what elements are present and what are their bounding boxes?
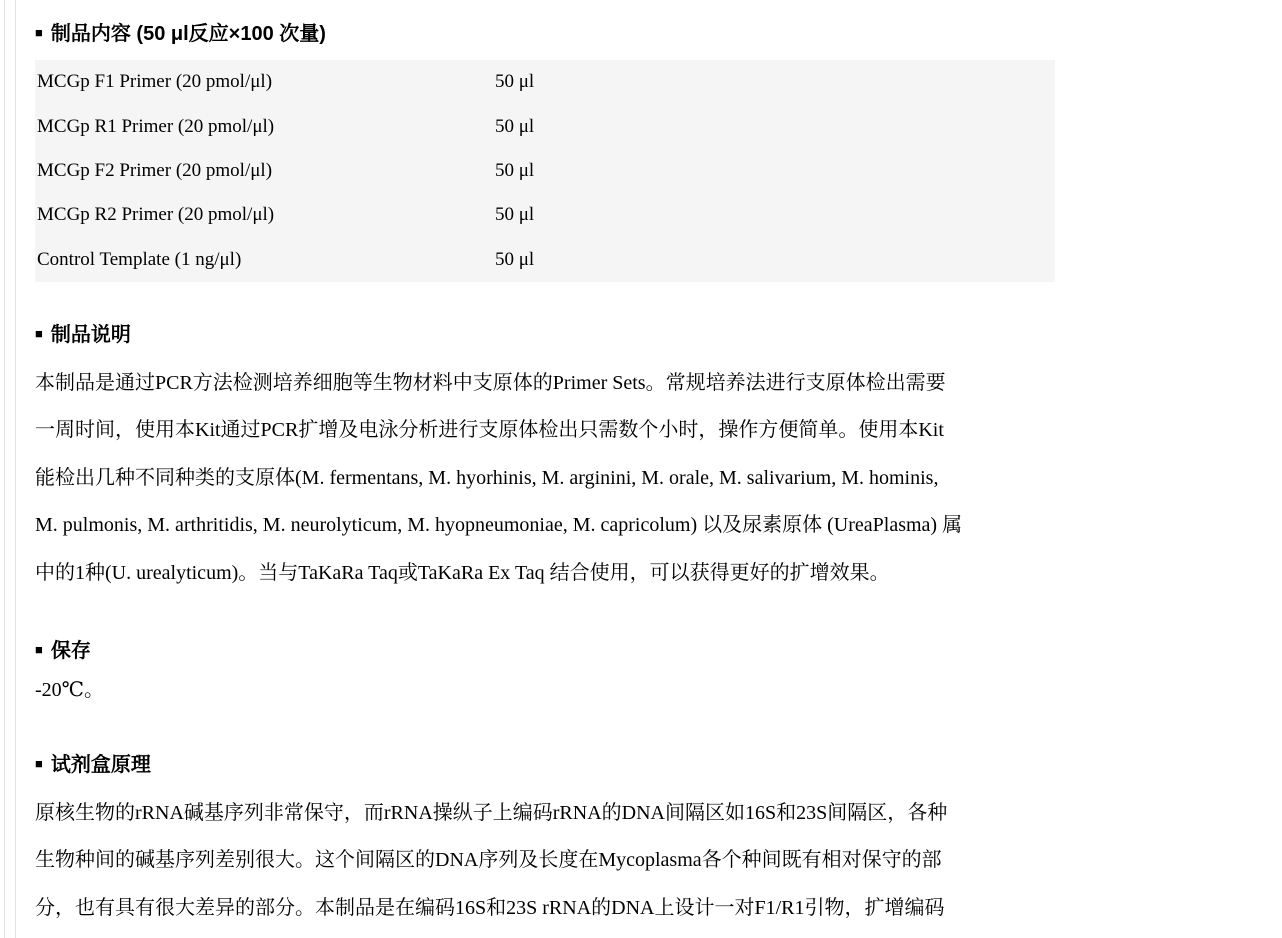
section-heading-storage bbox=[35, 639, 1080, 663]
item-name-cell: MCGp R1 Primer (20 pmol/μl) bbox=[37, 115, 275, 137]
square-bullet-icon: ■ bbox=[35, 642, 43, 658]
document-content bbox=[35, 0, 1080, 932]
principle-paragraph bbox=[35, 790, 1080, 933]
item-name-cell: Control Template (1 ng/μl) bbox=[37, 248, 242, 270]
paragraph-line: 分，也有具有很大差异的部分。本制品是在编码16S和23S rRNA的DNA上设计一对F1/R1引物，扩增编码 bbox=[35, 896, 945, 919]
section-heading-contents bbox=[35, 0, 1080, 46]
section-title-storage: 保存 bbox=[50, 640, 91, 663]
quantity-cell: 50 μl bbox=[495, 71, 535, 93]
table-row bbox=[35, 60, 1055, 104]
paragraph-line: 中的1种(U. urealyticum)。当与TaKaRa Taq或TaKaRa Ex Taq 结合使用，可以获得更好的扩增效果。 bbox=[35, 561, 890, 584]
quantity-cell: 50 μl bbox=[495, 159, 535, 181]
item-name-cell: MCGp F1 Primer (20 pmol/μl) bbox=[37, 71, 273, 93]
quantity-cell: 50 μl bbox=[495, 115, 535, 137]
paragraph-line: 原核生物的rRNA碱基序列非常保守，而rRNA操纵子上编码rRNA的DNA间隔区如16S和23S间隔区，各种 bbox=[35, 801, 948, 824]
item-name-cell: MCGp R2 Primer (20 pmol/μl) bbox=[37, 204, 275, 226]
left-border-line-outer bbox=[4, 0, 5, 938]
square-bullet-icon: ■ bbox=[35, 25, 43, 40]
section-heading-principle bbox=[35, 753, 1080, 777]
item-name-cell: MCGp F2 Primer (20 pmol/μl) bbox=[37, 159, 273, 181]
storage-temperature-value: -20℃。 bbox=[35, 679, 105, 702]
square-bullet-icon: ■ bbox=[35, 755, 43, 771]
paragraph-line: M. pulmonis, M. arthritidis, M. neurolyticum, M. hyopneumoniae, M. capricolum) 以及尿素原体 (UreaPlasma) 属 bbox=[35, 514, 963, 537]
contents-table bbox=[35, 60, 1055, 282]
section-title-contents: 制品内容 (50 μl反应×100 次量) bbox=[50, 23, 326, 45]
paragraph-line: 生物种间的碱基序列差别很大。这个间隔区的DNA序列及长度在Mycoplasma各个种间既有相对保守的部 bbox=[35, 849, 942, 872]
quantity-cell: 50 μl bbox=[495, 204, 535, 226]
section-title-principle: 试剂盒原理 bbox=[50, 753, 151, 776]
description-paragraph bbox=[35, 360, 1080, 598]
quantity-cell: 50 μl bbox=[495, 248, 535, 270]
table-row bbox=[35, 149, 1055, 193]
section-heading-description bbox=[35, 323, 1080, 347]
square-bullet-icon: ■ bbox=[35, 325, 43, 341]
paragraph-line: 一周时间，使用本Kit通过PCR扩增及电泳分析进行支原体检出只需数个小时，操作方便简单。使用本Kit bbox=[35, 419, 944, 442]
paragraph-line: 本制品是通过PCR方法检测培养细胞等生物材料中支原体的Primer Sets。常规培养法进行支原体检出需要 bbox=[35, 371, 946, 394]
paragraph-line: 能检出几种不同种类的支原体(M. fermentans, M. hyorhinis, M. arginini, M. orale, M. salivarium, M. hominis, bbox=[35, 466, 939, 489]
table-row bbox=[35, 104, 1055, 148]
table-row bbox=[35, 193, 1055, 237]
left-border-line-inner bbox=[15, 0, 16, 938]
section-title-description: 制品说明 bbox=[50, 323, 131, 346]
table-row bbox=[35, 238, 1055, 282]
